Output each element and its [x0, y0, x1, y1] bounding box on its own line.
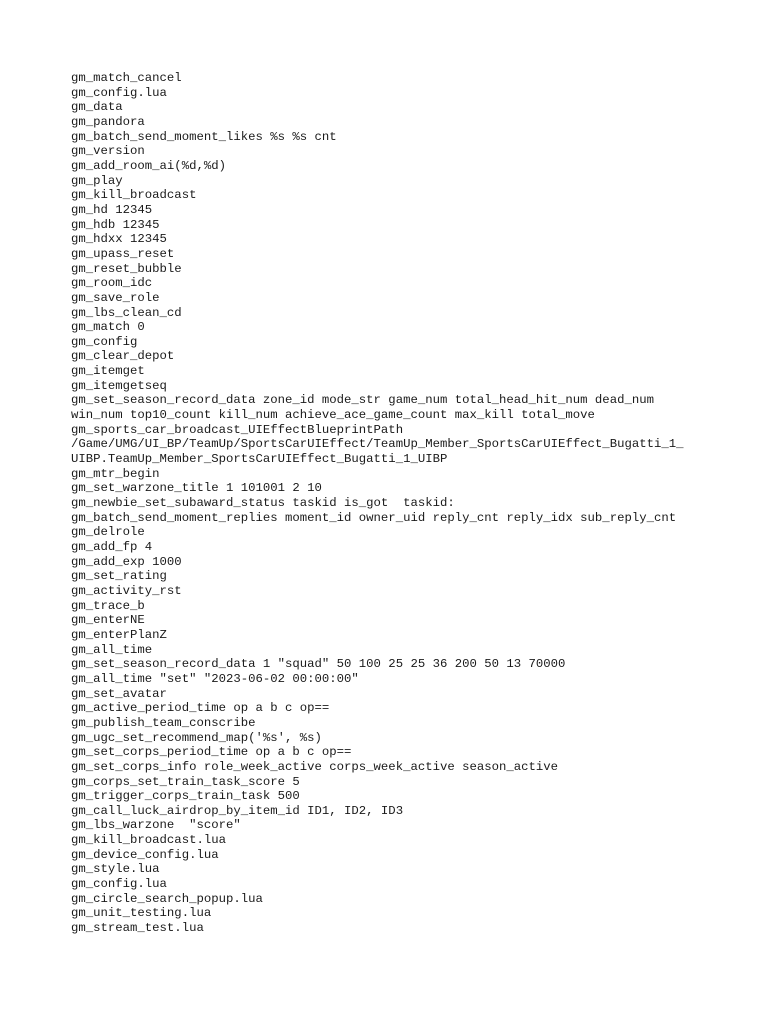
command-line: gm_add_exp 1000 — [71, 554, 182, 569]
command-line: gm_config.lua — [71, 85, 167, 100]
command-line: gm_trace_b — [71, 598, 145, 613]
command-line: gm_data — [71, 100, 123, 115]
command-line: gm_corps_set_train_task_score 5 — [71, 774, 300, 789]
command-line: gm_add_fp 4 — [71, 540, 153, 554]
command-line: gm_lbs_warzone "score" — [71, 818, 241, 833]
command-line: gm_set_rating — [71, 569, 167, 584]
command-line: gm_play — [71, 173, 123, 188]
command-line: gm_enterPlanZ — [71, 627, 167, 642]
command-line: gm_hdb 12345 — [71, 217, 160, 232]
command-line: gm_pandora — [71, 114, 145, 129]
command-line: gm_style.lua — [71, 862, 160, 877]
command-line: gm_stream_test.lua — [71, 921, 204, 936]
command-line: gm_version — [71, 144, 145, 159]
command-line: gm_itemgetseq — [71, 378, 167, 393]
command-line: gm_hd 12345 — [71, 202, 153, 217]
command-line: gm_device_config.lua — [71, 847, 219, 862]
command-line: gm_set_corps_info role_week_active corps_week_active season_active — [71, 759, 559, 774]
command-line: UIBP.TeamUp_Member_SportsCarUIEffect_Bugatti_1_UIBP — [71, 452, 448, 467]
command-list — [71, 71, 731, 936]
command-line: gm_sports_car_broadcast_UIEffectBlueprintPath — [71, 422, 404, 437]
command-line: gm_clear_depot — [71, 349, 175, 364]
command-line: gm_delrole — [71, 525, 145, 540]
command-line: gm_hdxx 12345 — [71, 232, 167, 247]
command-line: gm_call_luck_airdrop_by_item_id ID1, ID2, ID3 — [71, 803, 404, 818]
command-line: gm_set_corps_period_time op a b c op== — [71, 745, 352, 760]
command-line: gm_ugc_set_recommend_map('%s', %s) — [71, 730, 322, 745]
command-line: gm_trigger_corps_train_task 500 — [71, 789, 300, 804]
command-line: gm_kill_broadcast.lua — [71, 833, 226, 848]
command-line: gm_kill_broadcast — [71, 188, 197, 203]
command-line: gm_lbs_clean_cd — [71, 305, 182, 320]
command-line: win_num top10_count kill_num achieve_ace_game_count max_kill total_move — [71, 408, 595, 423]
command-line: gm_newbie_set_subaward_status taskid is_got taskid: — [71, 496, 455, 511]
command-line: gm_all_time "set" "2023-06-02 00:00:00" — [71, 671, 359, 686]
command-line: gm_active_period_time op a b c op== — [71, 701, 330, 716]
command-line: gm_match 0 — [71, 320, 145, 335]
command-line: gm_room_idc — [71, 276, 153, 291]
command-line: gm_upass_reset — [71, 246, 175, 261]
command-line: gm_config — [71, 334, 138, 349]
command-line: gm_reset_bubble — [71, 261, 182, 276]
command-line: gm_match_cancel — [71, 71, 182, 85]
command-line: gm_all_time — [71, 642, 153, 657]
command-line: gm_batch_send_moment_replies moment_id owner_uid reply_cnt reply_idx sub_reply_cnt — [71, 510, 677, 525]
command-line: gm_set_season_record_data zone_id mode_str game_num total_head_hit_num dead_num — [71, 393, 654, 408]
command-line: gm_batch_send_moment_likes %s %s cnt — [71, 129, 337, 144]
command-line: gm_activity_rst — [71, 583, 182, 598]
command-line: gm_itemget — [71, 364, 145, 379]
command-line: gm_set_warzone_title 1 101001 2 10 — [71, 481, 322, 496]
command-line: gm_enterNE — [71, 613, 145, 628]
command-line: gm_add_room_ai(%d,%d) — [71, 158, 226, 173]
command-line: gm_config.lua — [71, 877, 167, 892]
command-line: gm_publish_team_conscribe — [71, 715, 256, 730]
command-line: gm_set_avatar — [71, 686, 167, 701]
command-line: gm_set_season_record_data 1 "squad" 50 100 25 25 36 200 50 13 70000 — [71, 657, 566, 672]
command-line: /Game/UMG/UI_BP/TeamUp/SportsCarUIEffect/TeamUp_Member_SportsCarUIEffect_Bugatti_1_ — [71, 437, 684, 452]
command-line: gm_unit_testing.lua — [71, 906, 212, 921]
command-line: gm_mtr_begin — [71, 466, 160, 481]
command-line: gm_circle_search_popup.lua — [71, 891, 263, 906]
command-line: gm_save_role — [71, 290, 160, 305]
